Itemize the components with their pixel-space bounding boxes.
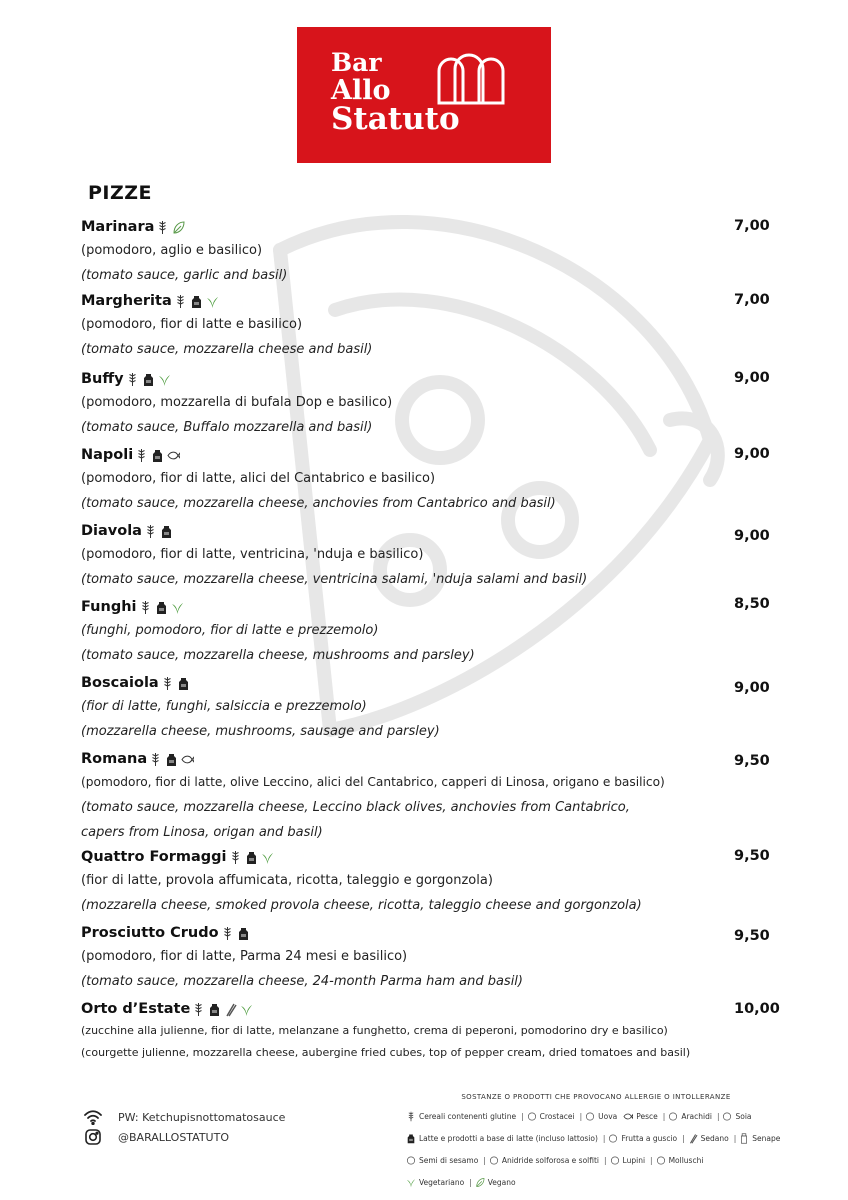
celery-icon — [224, 1002, 237, 1017]
item-description-en: (tomato sauce, mozzarella cheese, Leccino black olives, anchovies from Cantabrico, — [81, 800, 630, 815]
item-name: Orto d’Estate — [81, 1001, 191, 1017]
item-description-en-continued: capers from Linosa, origan and basil) — [81, 825, 323, 840]
brand-line-1: Bar — [331, 48, 382, 77]
arches-icon — [435, 53, 515, 105]
vegetarian-icon — [171, 600, 184, 615]
milk-icon — [190, 294, 203, 309]
menu-item — [81, 444, 781, 516]
legend-gluten: Cereali contenenti glutine — [419, 1111, 517, 1121]
sulphites-icon — [489, 1155, 499, 1166]
item-description-it: (pomodoro, fior di latte, ventricina, 'nduja e basilico) — [81, 547, 424, 562]
vegetarian-icon — [406, 1177, 416, 1188]
legend-crustaceans: Crostacei — [539, 1111, 575, 1121]
legend-milk: Latte e prodotti a base di latte (incluso lattosio) — [419, 1133, 598, 1143]
item-name: Romana — [81, 751, 148, 767]
gluten-icon — [149, 752, 162, 767]
legend-nuts: Frutta a guscio — [621, 1133, 678, 1143]
soy-icon — [722, 1111, 732, 1122]
menu-item — [81, 846, 781, 918]
gluten-icon — [144, 524, 157, 539]
gluten-icon — [192, 1002, 205, 1017]
item-description-en: (tomato sauce, Buffalo mozzarella and basil) — [81, 420, 373, 435]
footer-contacts — [84, 1107, 285, 1147]
item-description-en: (mozzarella cheese, smoked provola cheese, ricotta, taleggio cheese and gorgonzola) — [81, 898, 642, 913]
item-description-it: (funghi, pomodoro, fior di latte e prezzemolo) — [81, 623, 379, 638]
item-description-it: (pomodoro, aglio e basilico) — [81, 243, 263, 258]
item-name: Buffy — [81, 371, 124, 387]
legend-vegetarian: Vegetariano — [419, 1177, 465, 1187]
legend-fish: Pesce — [636, 1111, 658, 1121]
vegan-icon — [172, 220, 185, 235]
item-price: 9,00 — [734, 528, 770, 544]
item-description-en: (tomato sauce, mozzarella cheese and basil) — [81, 342, 373, 357]
milk-icon — [245, 850, 258, 865]
item-description-en: (tomato sauce, garlic and basil) — [81, 268, 288, 283]
item-description-it: (pomodoro, fior di latte, alici del Cantabrico e basilico) — [81, 471, 436, 486]
nuts-icon — [608, 1133, 618, 1144]
menu-item — [81, 748, 781, 845]
legend-lupins: Lupini — [622, 1155, 646, 1165]
item-description-en: (tomato sauce, mozzarella cheese, anchovies from Cantabrico and basil) — [81, 496, 556, 511]
item-description-en: (tomato sauce, mozzarella cheese, ventricina salami, 'nduja salami and basil) — [81, 572, 588, 587]
gluten-icon — [174, 294, 187, 309]
legend-mustard: Senape — [752, 1133, 781, 1143]
item-price: 8,50 — [734, 596, 770, 612]
item-description-it: (fior di latte, funghi, salsiccia e prezzemolo) — [81, 699, 367, 714]
legend-sesame: Semi di sesamo — [419, 1155, 479, 1165]
vegan-icon — [475, 1177, 485, 1188]
item-description-it: (pomodoro, fior di latte, Parma 24 mesi e basilico) — [81, 949, 408, 964]
legend-peanuts: Arachidi — [681, 1111, 712, 1121]
lupins-icon — [610, 1155, 620, 1166]
legend-title: SOSTANZE O PRODOTTI CHE PROVOCANO ALLERGIE O INTOLLERANZE — [461, 1093, 731, 1101]
gluten-icon — [406, 1111, 416, 1122]
legend-celery: Sedano — [700, 1133, 729, 1143]
instagram-icon — [84, 1129, 102, 1145]
section-title: PIZZE — [88, 182, 153, 204]
gluten-icon — [135, 448, 148, 463]
milk-icon — [208, 1002, 221, 1017]
item-name: Napoli — [81, 447, 134, 463]
vegetarian-icon — [158, 372, 171, 387]
legend-soy: Soia — [735, 1111, 752, 1121]
wifi-icon — [84, 1109, 102, 1125]
sesame-icon — [406, 1155, 416, 1166]
item-description-it: (pomodoro, fior di latte, olive Leccino, alici del Cantabrico, capperi di Linosa, origano e basilico) — [81, 775, 665, 789]
item-price: 9,50 — [734, 848, 770, 864]
item-description-en: (mozzarella cheese, mushrooms, sausage and parsley) — [81, 724, 440, 739]
legend-molluscs: Molluschi — [668, 1155, 704, 1165]
milk-icon — [151, 448, 164, 463]
brand-logo — [297, 27, 551, 163]
milk-icon — [165, 752, 178, 767]
legend-vegan: Vegano — [487, 1177, 516, 1187]
item-name: Prosciutto Crudo — [81, 925, 219, 941]
brand-line-2: Allo — [331, 75, 391, 106]
item-name: Boscaiola — [81, 675, 159, 691]
item-price: 7,00 — [734, 218, 770, 234]
item-description-it: (pomodoro, mozzarella di bufala Dop e basilico) — [81, 395, 393, 410]
milk-icon — [237, 926, 250, 941]
item-price: 9,00 — [734, 446, 770, 462]
legend-eggs: Uova — [598, 1111, 618, 1121]
gluten-icon — [156, 220, 169, 235]
gluten-icon — [139, 600, 152, 615]
milk-icon — [155, 600, 168, 615]
item-description-en: (tomato sauce, mozzarella cheese, 24-month Parma ham and basil) — [81, 974, 523, 989]
fish-icon — [623, 1111, 633, 1122]
celery-icon — [688, 1133, 698, 1144]
peanuts-icon — [668, 1111, 678, 1122]
item-description-it: (pomodoro, fior di latte e basilico) — [81, 317, 303, 332]
gluten-icon — [221, 926, 234, 941]
milk-icon — [406, 1133, 416, 1144]
menu-item — [81, 368, 781, 440]
gluten-icon — [229, 850, 242, 865]
gluten-icon — [126, 372, 139, 387]
mustard-icon — [739, 1133, 749, 1144]
menu-item — [81, 672, 781, 744]
item-name: Quattro Formaggi — [81, 849, 227, 865]
item-name: Funghi — [81, 599, 137, 615]
menu-item — [81, 520, 781, 592]
item-description-en: (courgette julienne, mozzarella cheese, aubergine fried cubes, top of pepper cream, dried tomatoes and basil) — [81, 1046, 691, 1059]
menu-item — [81, 596, 781, 668]
item-name: Marinara — [81, 219, 155, 235]
item-price: 9,50 — [734, 928, 770, 944]
eggs-icon — [585, 1111, 595, 1122]
menu-item — [81, 216, 781, 288]
item-name: Diavola — [81, 523, 142, 539]
legend-sulphites: Anidride solforosa e solfiti — [501, 1155, 600, 1165]
fish-icon — [167, 448, 180, 463]
vegetarian-icon — [240, 1002, 253, 1017]
brand-line-3: Statuto — [331, 101, 460, 137]
gluten-icon — [161, 676, 174, 691]
item-price: 9,50 — [734, 753, 770, 769]
item-price: 9,00 — [734, 370, 770, 386]
vegetarian-icon — [261, 850, 274, 865]
menu-item — [81, 998, 781, 1064]
fish-icon — [181, 752, 194, 767]
milk-icon — [142, 372, 155, 387]
item-description-it: (fior di latte, provola affumicata, ricotta, taleggio e gorgonzola) — [81, 873, 493, 888]
item-price: 9,00 — [734, 680, 770, 696]
milk-icon — [160, 524, 173, 539]
molluscs-icon — [656, 1155, 666, 1166]
item-price: 7,00 — [734, 292, 770, 308]
item-description-it: (zucchine alla julienne, fior di latte, melanzane a funghetto, crema di peperoni, pomodorino dry e basilico) — [81, 1024, 668, 1037]
menu-item — [81, 290, 781, 362]
wifi-password: PW: Ketchupisnottomatosauce — [118, 1110, 286, 1124]
item-name: Margherita — [81, 293, 172, 309]
item-price: 10,00 — [734, 1001, 780, 1017]
allergen-legend: SOSTANZE O PRODOTTI CHE PROVOCANO ALLERGIE O INTOLLERANZE Cereali contenenti glutine | Crostacei | Uova Pesce | Arachidi | Soia Latte e prodotti a base di latte (incluso lattosio) | Frutta a guscio | Sedano | Senape Semi di sesamo | Anidride solforosa e solfiti | Lupini | Molluschi Vegetariano | Vegano — [406, 1093, 786, 1193]
menu-item — [81, 922, 781, 994]
item-description-en: (tomato sauce, mozzarella cheese, mushrooms and parsley) — [81, 648, 475, 663]
milk-icon — [177, 676, 190, 691]
crustaceans-icon — [527, 1111, 537, 1122]
vegetarian-icon — [206, 294, 219, 309]
instagram-handle: @BARALLOSTATUTO — [118, 1130, 229, 1144]
